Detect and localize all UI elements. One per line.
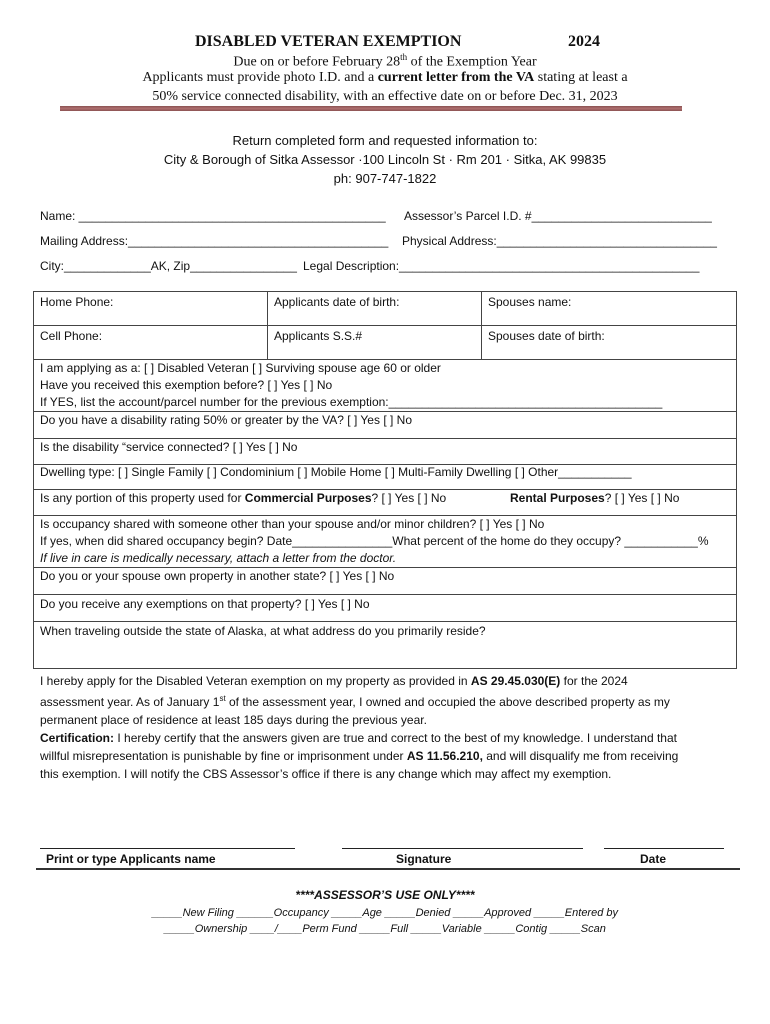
commercial-pre: Is any portion of this property used for [40, 491, 245, 505]
commercial-post: ? [ ] Yes [ ] No [371, 491, 447, 505]
form-year: 2024 [568, 33, 600, 50]
req-post: stating at least a [534, 70, 628, 85]
p2-pre: assessment year. As of January 1 [40, 695, 220, 709]
cell-phone-label: Cell Phone: [40, 329, 103, 343]
mailing-address-field[interactable]: Mailing Address:_______________________________________ [40, 234, 389, 248]
received-before[interactable]: Have you received this exemption before? [ ] Yes [ ] No [40, 378, 333, 392]
legal-description-field[interactable]: Legal Description:_____________________________________________ [303, 259, 700, 273]
return-phone: ph: 907-747-1822 [333, 171, 437, 186]
cert-2-pre: willful misrepresentation is punishable by fine or imprisonment under [40, 749, 407, 763]
spouse-dob-cell[interactable] [482, 326, 736, 359]
grid-row-occupancy [34, 516, 736, 568]
applying-as[interactable]: I am applying as a: [ ] Disabled Veteran [ ] Surviving spouse age 60 or older [40, 361, 441, 375]
grid-row-other-exemptions [34, 595, 736, 622]
grid-row-rating [34, 412, 736, 439]
certification-line-1 [40, 729, 740, 747]
dwelling-type[interactable]: Dwelling type: [ ] Single Family [ ] Condominium [ ] Mobile Home [ ] Multi-Family Dwelling [ ] Other___________ [40, 465, 632, 479]
cert-2-bold: AS 11.56.210, [406, 749, 483, 763]
date-label: Date [640, 852, 667, 866]
service-connected[interactable]: Is the disability “service connected? [ ] Yes [ ] No [40, 440, 298, 454]
rental-post: ? [ ] Yes [ ] No [604, 491, 680, 505]
traveling-address[interactable]: When traveling outside the state of Alaska, at what address do you primarily reside? [40, 624, 486, 638]
grid-row-dwelling [34, 465, 736, 490]
name-field[interactable]: Name: ______________________________________________ [40, 209, 386, 223]
rental-bold: Rental Purposes [510, 491, 605, 505]
applicant-info-grid [33, 291, 737, 669]
parcel-id-field[interactable]: Assessor’s Parcel I.D. #___________________________ [404, 209, 712, 223]
due-date-line [0, 52, 770, 71]
print-name-line[interactable] [40, 848, 295, 849]
spouse-name-label: Spouses name: [488, 295, 572, 309]
cell-phone-cell[interactable] [34, 326, 268, 359]
previous-account[interactable]: If YES, list the account/parcel number for the previous exemption:_________________________________________ [40, 395, 663, 409]
disability-line: 50% service connected disability, with an effective date on or before Dec. 31, 2023 [152, 89, 618, 104]
p2-post: of the assessment year, I owned and occupied the above described property as my [225, 695, 670, 709]
grid-row-other-state [34, 568, 736, 595]
certification-line-2 [40, 747, 740, 765]
req-pre: Applicants must provide photo I.D. and a [142, 70, 378, 85]
home-phone-cell[interactable] [34, 292, 268, 325]
signature-label: Signature [396, 852, 452, 866]
due-sup: th [400, 52, 408, 62]
grid-row-applying [34, 360, 736, 412]
application-statement [40, 672, 740, 783]
grid-row-cell [34, 326, 736, 360]
other-exemptions[interactable]: Do you receive any exemptions on that property? [ ] Yes [ ] No [40, 597, 370, 611]
city-zip-field[interactable]: City:_____________AK, Zip________________ [40, 259, 297, 273]
assessor-use-title: ****ASSESSOR’S USE ONLY**** [295, 888, 475, 902]
statement-line-1 [40, 672, 740, 690]
statement-line-3: permanent place of residence at least 185 days during the previous year. [40, 713, 427, 727]
shared-occupancy-begin[interactable]: If yes, when did shared occupancy begin? Date_______________What percent of the home do they occupy? ___________% [40, 534, 709, 548]
cert-2-post: and will disqualify me from receiving [482, 749, 679, 763]
spouse-name-cell[interactable] [482, 292, 736, 325]
assessor-row-1: _____New Filing ______Occupancy _____Age _____Denied _____Approved _____Entered by [151, 907, 619, 919]
home-phone-label: Home Phone: [40, 295, 114, 309]
assessor-row-2: _____Ownership ____/____Perm Fund _____Full _____Variable _____Contig _____Scan [164, 923, 606, 935]
p2-sup: st [219, 694, 226, 703]
grid-row-traveling [34, 622, 736, 668]
due-post: of the Exemption Year [407, 54, 537, 70]
grid-row-commercial [34, 490, 736, 516]
commercial-purposes[interactable] [40, 491, 446, 505]
p1-bold: AS 29.45.030(E) [470, 674, 561, 688]
return-line-1: Return completed form and requested information to: [232, 133, 538, 148]
commercial-bold: Commercial Purposes [244, 491, 372, 505]
statement-line-2 [40, 690, 740, 711]
header-divider [60, 106, 682, 111]
spouse-dob-label: Spouses date of birth: [488, 329, 605, 343]
print-name-label: Print or type Applicants name [46, 852, 216, 866]
dob-label: Applicants date of birth: [274, 295, 400, 309]
cert-1: I hereby certify that the answers given are true and correct to the best of my knowledge. I understand that [114, 731, 677, 745]
disability-rating[interactable]: Do you have a disability rating 50% or greater by the VA? [ ] Yes [ ] No [40, 413, 412, 427]
grid-row-service [34, 439, 736, 465]
physical-address-field[interactable]: Physical Address:_________________________________ [402, 234, 717, 248]
live-in-care-note: If live in care is medically necessary, attach a letter from the doctor. [40, 551, 397, 565]
cert-label: Certification: [40, 731, 115, 745]
signature-line[interactable] [342, 848, 583, 849]
due-pre: Due on or before February 28 [233, 54, 401, 70]
form-title: DISABLED VETERAN EXEMPTION [195, 33, 462, 50]
date-line[interactable] [604, 848, 724, 849]
req-bold: current letter from the VA [377, 70, 535, 85]
return-address: City & Borough of Sitka Assessor ·100 Lincoln St · Rm 201 · Sitka, AK 99835 [163, 152, 607, 167]
grid-row-phone [34, 292, 736, 326]
ss-cell[interactable] [268, 326, 482, 359]
form-title-row [0, 33, 770, 53]
dob-cell[interactable] [268, 292, 482, 325]
ss-label: Applicants S.S.# [274, 329, 363, 343]
requirement-line [0, 70, 770, 86]
p1-pre: I hereby apply for the Disabled Veteran exemption on my property as provided in [40, 674, 471, 688]
signature-divider [36, 868, 740, 870]
p1-post: for the 2024 [560, 674, 628, 688]
certification-line-3: this exemption. I will notify the CBS Assessor’s office if there is any change which may affect my exemption. [40, 767, 612, 781]
rental-purposes[interactable] [510, 491, 679, 505]
other-state-property[interactable]: Do you or your spouse own property in another state? [ ] Yes [ ] No [40, 569, 395, 583]
shared-occupancy[interactable]: Is occupancy shared with someone other than your spouse and/or minor children? [ ] Yes [ ] No [40, 517, 545, 531]
